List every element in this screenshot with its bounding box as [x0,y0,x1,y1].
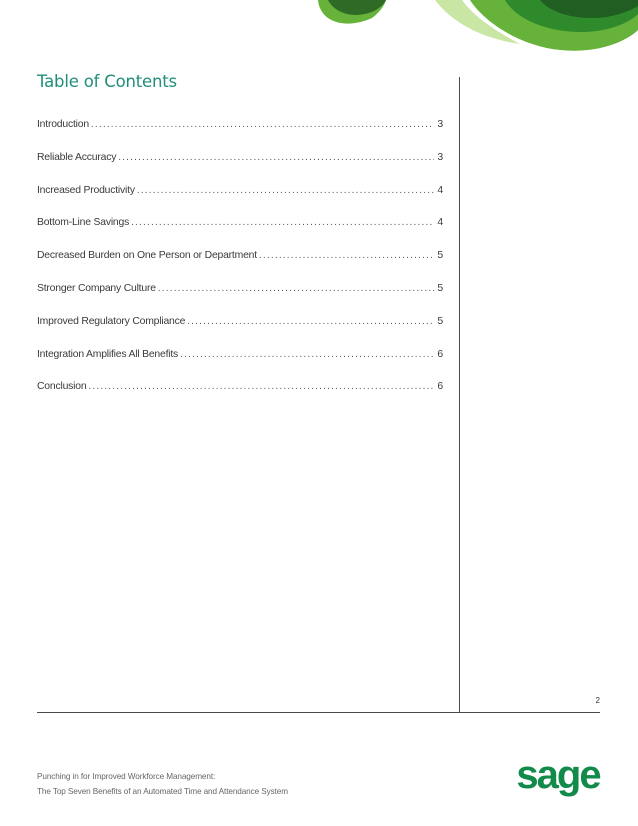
toc-entry-page: 3 [437,119,443,130]
toc-entry-page: 5 [437,250,443,262]
toc-entry-text: Integration Amplifies All Benefits [37,348,179,360]
footer-subtitle-line-2: The Top Seven Benefits of an Automated Time and Attendance System [37,787,288,796]
toc-entry-conclusion[interactable] [37,381,443,414]
column-divider [459,77,460,713]
toc-entry-text: Reliable Accuracy [37,151,117,163]
toc-dot-leader [158,283,435,294]
toc-entry-text: Introduction [37,119,89,130]
sage-logo-text: sage [516,758,600,797]
sage-logo [514,758,602,800]
toc-entry-regulatory-compliance[interactable] [37,316,443,349]
toc-dot-leader [118,152,434,163]
toc-entry-page: 4 [437,217,443,229]
footer-rule [37,712,600,713]
toc-entry-text: Bottom-Line Savings [37,217,130,229]
toc-entry-page: 5 [437,315,443,327]
toc-entry-introduction[interactable] [37,119,443,152]
toc-dot-leader [131,217,434,228]
toc-dot-leader [259,250,434,261]
toc-entry-text: Increased Productivity [37,184,135,196]
toc-entry-text: Conclusion [37,381,87,393]
toc-entry-text: Improved Regulatory Compliance [37,315,186,327]
toc-entry-page: 3 [437,151,443,163]
toc-entry-increased-productivity[interactable] [37,185,443,218]
toc-dot-leader [88,381,434,392]
toc-entry-text: Decreased Burden on One Person or Department [37,250,257,262]
toc-list [37,119,443,414]
page-number: 2 [595,696,600,705]
toc-entry-reliable-accuracy[interactable] [37,152,443,185]
toc-entry-bottom-line-savings[interactable] [37,217,443,250]
toc-entry-stronger-culture[interactable] [37,283,443,316]
toc-dot-leader [180,349,434,360]
leaf-shapes-icon [318,0,638,51]
toc-dot-leader [187,316,434,327]
toc-dot-leader [91,119,435,130]
toc-entry-page: 4 [437,184,443,196]
toc-entry-page: 6 [437,381,443,393]
header-decoration [0,0,638,60]
toc-entry-integration[interactable] [37,349,443,382]
toc-entry-page: 5 [437,282,443,294]
toc-entry-decreased-burden[interactable] [37,250,443,283]
toc-dot-leader [137,185,435,196]
toc-entry-text: Stronger Company Culture [37,282,156,294]
footer-subtitle-line-1: Punching in for Improved Workforce Management: [37,772,216,781]
toc-entry-page: 6 [437,348,443,360]
toc-title: Table of Contents [37,72,177,91]
